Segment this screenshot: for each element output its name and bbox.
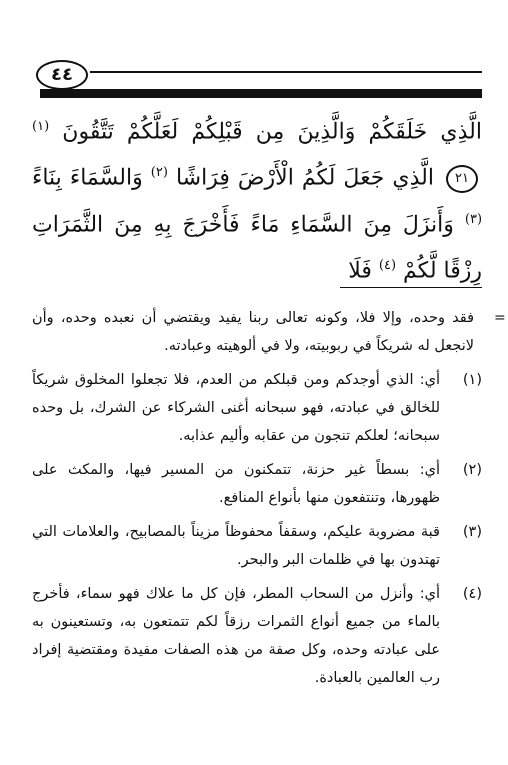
- footnote-item: [32, 366, 482, 450]
- footnote-continuation: فقد وحده، وإلا فلا، وكونه تعالى ربنا يفيد ويقتضي أن نعبده وحده، وأن لانجعل له شريكاً في ربوبيته، ولا في ألوهيته وعبادته.: [32, 310, 474, 354]
- verse-text: فَلَا: [348, 258, 372, 284]
- footnote-ref-1: (١): [32, 119, 50, 134]
- footnote-item: [32, 580, 482, 692]
- footnote-text: أي: الذي أوجدكم ومن قبلكم من العدم، فلا تجعلوا المخلوق شريكاً للخالق في عبادته، فهو سبحانه أغنى الشركاء عن الشرك، بل وحده سبحانه؛ لعلكم تنجون من عقابه وأليم عذابه.: [32, 372, 440, 444]
- footnote-item: [32, 456, 482, 512]
- footnote-ref-3: (٣): [464, 211, 483, 227]
- footnote-number: (٣): [462, 524, 482, 540]
- footnote-divider: [340, 287, 482, 288]
- page-number: ٤٤: [36, 60, 88, 90]
- header-rule-thin: [90, 71, 482, 73]
- verse-text: وَالسَّمَاءَ بِنَاءً: [32, 165, 143, 191]
- verse-text: الَّذِي خَلَقَكُمْ وَالَّذِينَ مِن قَبْلِكُمْ لَعَلَّكُمْ تَتَّقُونَ: [62, 119, 482, 145]
- footnote-text: أي: وأنزل من السحاب المطر، فإن كل ما علاك فهو سماء، فأخرج بالماء من جميع أنواع الثمرات رزقاً لكم تتمتعون به، وتستعينون به على عبادته وحده، وكل صفة من هذه الصفات مفيدة ومقتضية إفراد رب العالمين بالعبادة.: [32, 586, 440, 686]
- footnote-text: قبة مضروبة عليكم، وسقفاً محفوظاً مزيناً بالمصابيح، والعلامات التي تهتدون بها في ظلمات البر والبحر.: [32, 524, 440, 568]
- continuation-marker: =: [494, 310, 506, 326]
- header-rule-thick: [40, 89, 482, 98]
- ayah-number-marker: ٢١: [446, 165, 478, 193]
- footnote-ref-2: (٢): [150, 165, 168, 181]
- footnote-number: (٢): [462, 462, 482, 478]
- footnote-number: (٤): [462, 586, 482, 602]
- verse-text: وَأَنزَلَ مِنَ السَّمَاءِ مَاءً فَأَخْرَجَ بِهِ مِنَ الثَّمَرَاتِ رِزْقًا لَّكُمْ: [32, 211, 482, 284]
- footnotes: [32, 304, 482, 692]
- quran-verse-block: [32, 106, 482, 291]
- verse-text: الَّذِي جَعَلَ لَكُمُ الْأَرْضَ فِرَاشًا: [175, 165, 434, 191]
- footnote-item: [32, 518, 482, 574]
- footnote-text: أي: بسطاً غير حزنة، تتمكنون من المسير فيها، والمكث على ظهورها، وتنتفعون منها بأنواع المنافع.: [32, 462, 440, 506]
- footnote-number: (١): [462, 372, 482, 388]
- footnote-ref-4: (٤): [378, 257, 397, 273]
